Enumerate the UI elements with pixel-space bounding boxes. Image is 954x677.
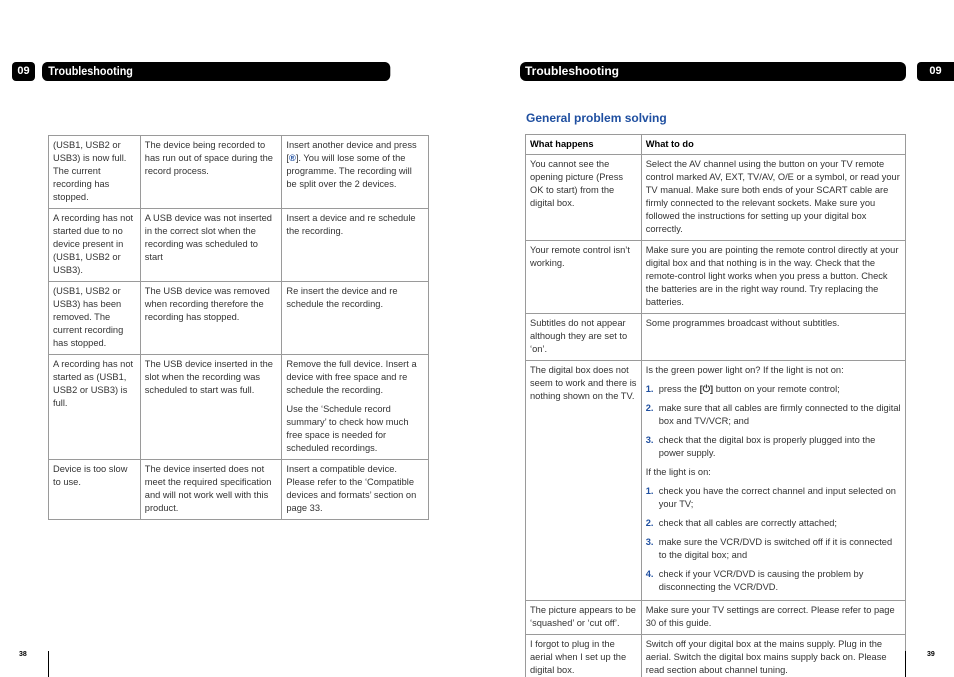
step-item: 1. press the [⏻] button on your remote control; <box>645 384 840 394</box>
problem-cell: Device is too slow to use. <box>49 460 141 520</box>
step-item: 2. make sure that all cables are firmly connected to the digital box and TV/VCR; and <box>645 403 901 426</box>
problem-cell: Subtitles do not appear although they are set to ‘on’. <box>526 314 642 361</box>
problem-cell: Your remote control isn’t working. <box>526 241 642 314</box>
problem-cell: The picture appears to be ‘squashed’ or ‘cut off’. <box>526 601 642 635</box>
solution-cell: Insert a compatible device. Please refer to the ‘Compatible devices and formats’ section on page 33. <box>282 460 429 520</box>
step-item: 3. make sure the VCR/DVD is switched off if it is connected to the digital box; and <box>645 537 893 560</box>
general-problem-table <box>525 134 906 677</box>
cause-cell: The device being recorded to has run out of space during the record process. <box>140 136 282 209</box>
chapter-title-left: Troubleshooting <box>42 62 390 81</box>
problem-cell: You cannot see the opening picture (Press OK to start) from the digital box. <box>526 155 642 241</box>
table-row <box>49 209 429 282</box>
step-item: 1. check you have the correct channel and input selected on your TV; <box>645 486 896 509</box>
record-key-icon: ® <box>288 153 296 163</box>
table-row <box>49 460 429 520</box>
problem-cell: I forgot to plug in the aerial when I set up the digital box. <box>526 635 642 677</box>
column-header-what-happens: What happens <box>526 135 642 155</box>
solution-cell: Some programmes broadcast without subtitles. <box>641 314 905 361</box>
solution-cell: Insert a device and re schedule the recording. <box>282 209 429 282</box>
page-number-left: 38 <box>19 651 27 658</box>
solution-cell: Select the AV channel using the button on your TV remote control marked AV, EXT, TV/AV, O/E or a symbol, or read your TV manual. Make sure both ends of your SCART cable are firmly connected to the relevant sockets. Make sure you followed the instructions for setting up your digital box correctly. <box>641 155 905 241</box>
cause-cell: The USB device was removed when recording therefore the recording has stopped. <box>140 282 282 355</box>
section-title: General problem solving <box>526 111 667 125</box>
cause-cell: A USB device was not inserted in the correct slot when the recording was scheduled to start <box>140 209 282 282</box>
footer-divider-right <box>905 651 906 677</box>
solution-cell: Switch off your digital box at the mains supply. Plug in the aerial. Switch the digital box mains supply back on. Please read section about channel tuning. <box>641 635 905 677</box>
chapter-title-right: Troubleshooting <box>520 62 906 81</box>
table-row <box>526 635 906 677</box>
problem-cell: The digital box does not seem to work and there is nothing shown on the TV. <box>526 361 642 601</box>
table-row <box>526 601 906 635</box>
table-row <box>526 314 906 361</box>
usb-troubleshooting-table <box>48 135 429 520</box>
chapter-number-left: 09 <box>12 62 35 81</box>
solution-cell: Re insert the device and re schedule the recording. <box>282 282 429 355</box>
solution-cell: Insert another device and press [®]. You will lose some of the programme. The recording will be split over the 2 devices. <box>282 136 429 209</box>
cause-cell: The USB device inserted in the slot when the recording was scheduled to start was full. <box>140 355 282 460</box>
table-row <box>526 361 906 601</box>
step-item: 2. check that all cables are correctly attached; <box>645 518 838 528</box>
problem-cell: A recording has not started as (USB1, USB2 or USB3) is full. <box>49 355 141 460</box>
table-row <box>526 241 906 314</box>
table-header-row <box>526 135 906 155</box>
step-item: 3. check that the digital box is properly plugged into the power supply. <box>645 435 876 458</box>
solution-cell: Make sure your TV settings are correct. Please refer to page 30 of this guide. <box>641 601 905 635</box>
power-key-icon: [⏻] <box>699 384 714 394</box>
problem-cell: (USB1, USB2 or USB3) is now full. The current recording has stopped. <box>49 136 141 209</box>
cause-cell: The device inserted does not meet the required specification and will not work well with this product. <box>140 460 282 520</box>
table-row <box>49 136 429 209</box>
table-row <box>526 155 906 241</box>
solution-cell: Remove the full device. Insert a device with free space and re schedule the recording. Use the ‘Schedule record summary’ to check how much free space is needed for scheduled recordings. <box>282 355 429 460</box>
chapter-number-right: 09 <box>917 62 954 81</box>
table-row <box>49 282 429 355</box>
problem-cell: (USB1, USB2 or USB3) has been removed. The current recording has stopped. <box>49 282 141 355</box>
footer-divider-left <box>48 651 49 677</box>
table-row <box>49 355 429 460</box>
column-header-what-to-do: What to do <box>641 135 905 155</box>
step-item: 4. check if your VCR/DVD is causing the problem by disconnecting the VCR/DVD. <box>645 569 864 592</box>
problem-cell: A recording has not started due to no device present in (USB1, USB2 or USB3). <box>49 209 141 282</box>
solution-cell: Make sure you are pointing the remote control directly at your digital box and that nothing is in the way. Check that the remote-control light works when you press a button. Check the batteries are in the right way round. Try replacing the batteries. <box>641 241 905 314</box>
page-number-right: 39 <box>927 651 935 658</box>
solution-cell: Is the green power light on? If the light is not on: 1. press the [⏻] button on your remote control; 2. make sure that all cables are firmly connected to the digital box and TV/VCR; and 3. check that the digital box is properly plugged into the power supply. If the light is on: 1. check you have the correct channel and input selected on your TV; 2. check that all cables are correctly attached; 3. make sure the VCR/DVD is switched off if it is connected to the digital box; and 4. check if your VCR/DVD is causing the problem by disconnecting the VCR/DVD. <box>641 361 905 601</box>
